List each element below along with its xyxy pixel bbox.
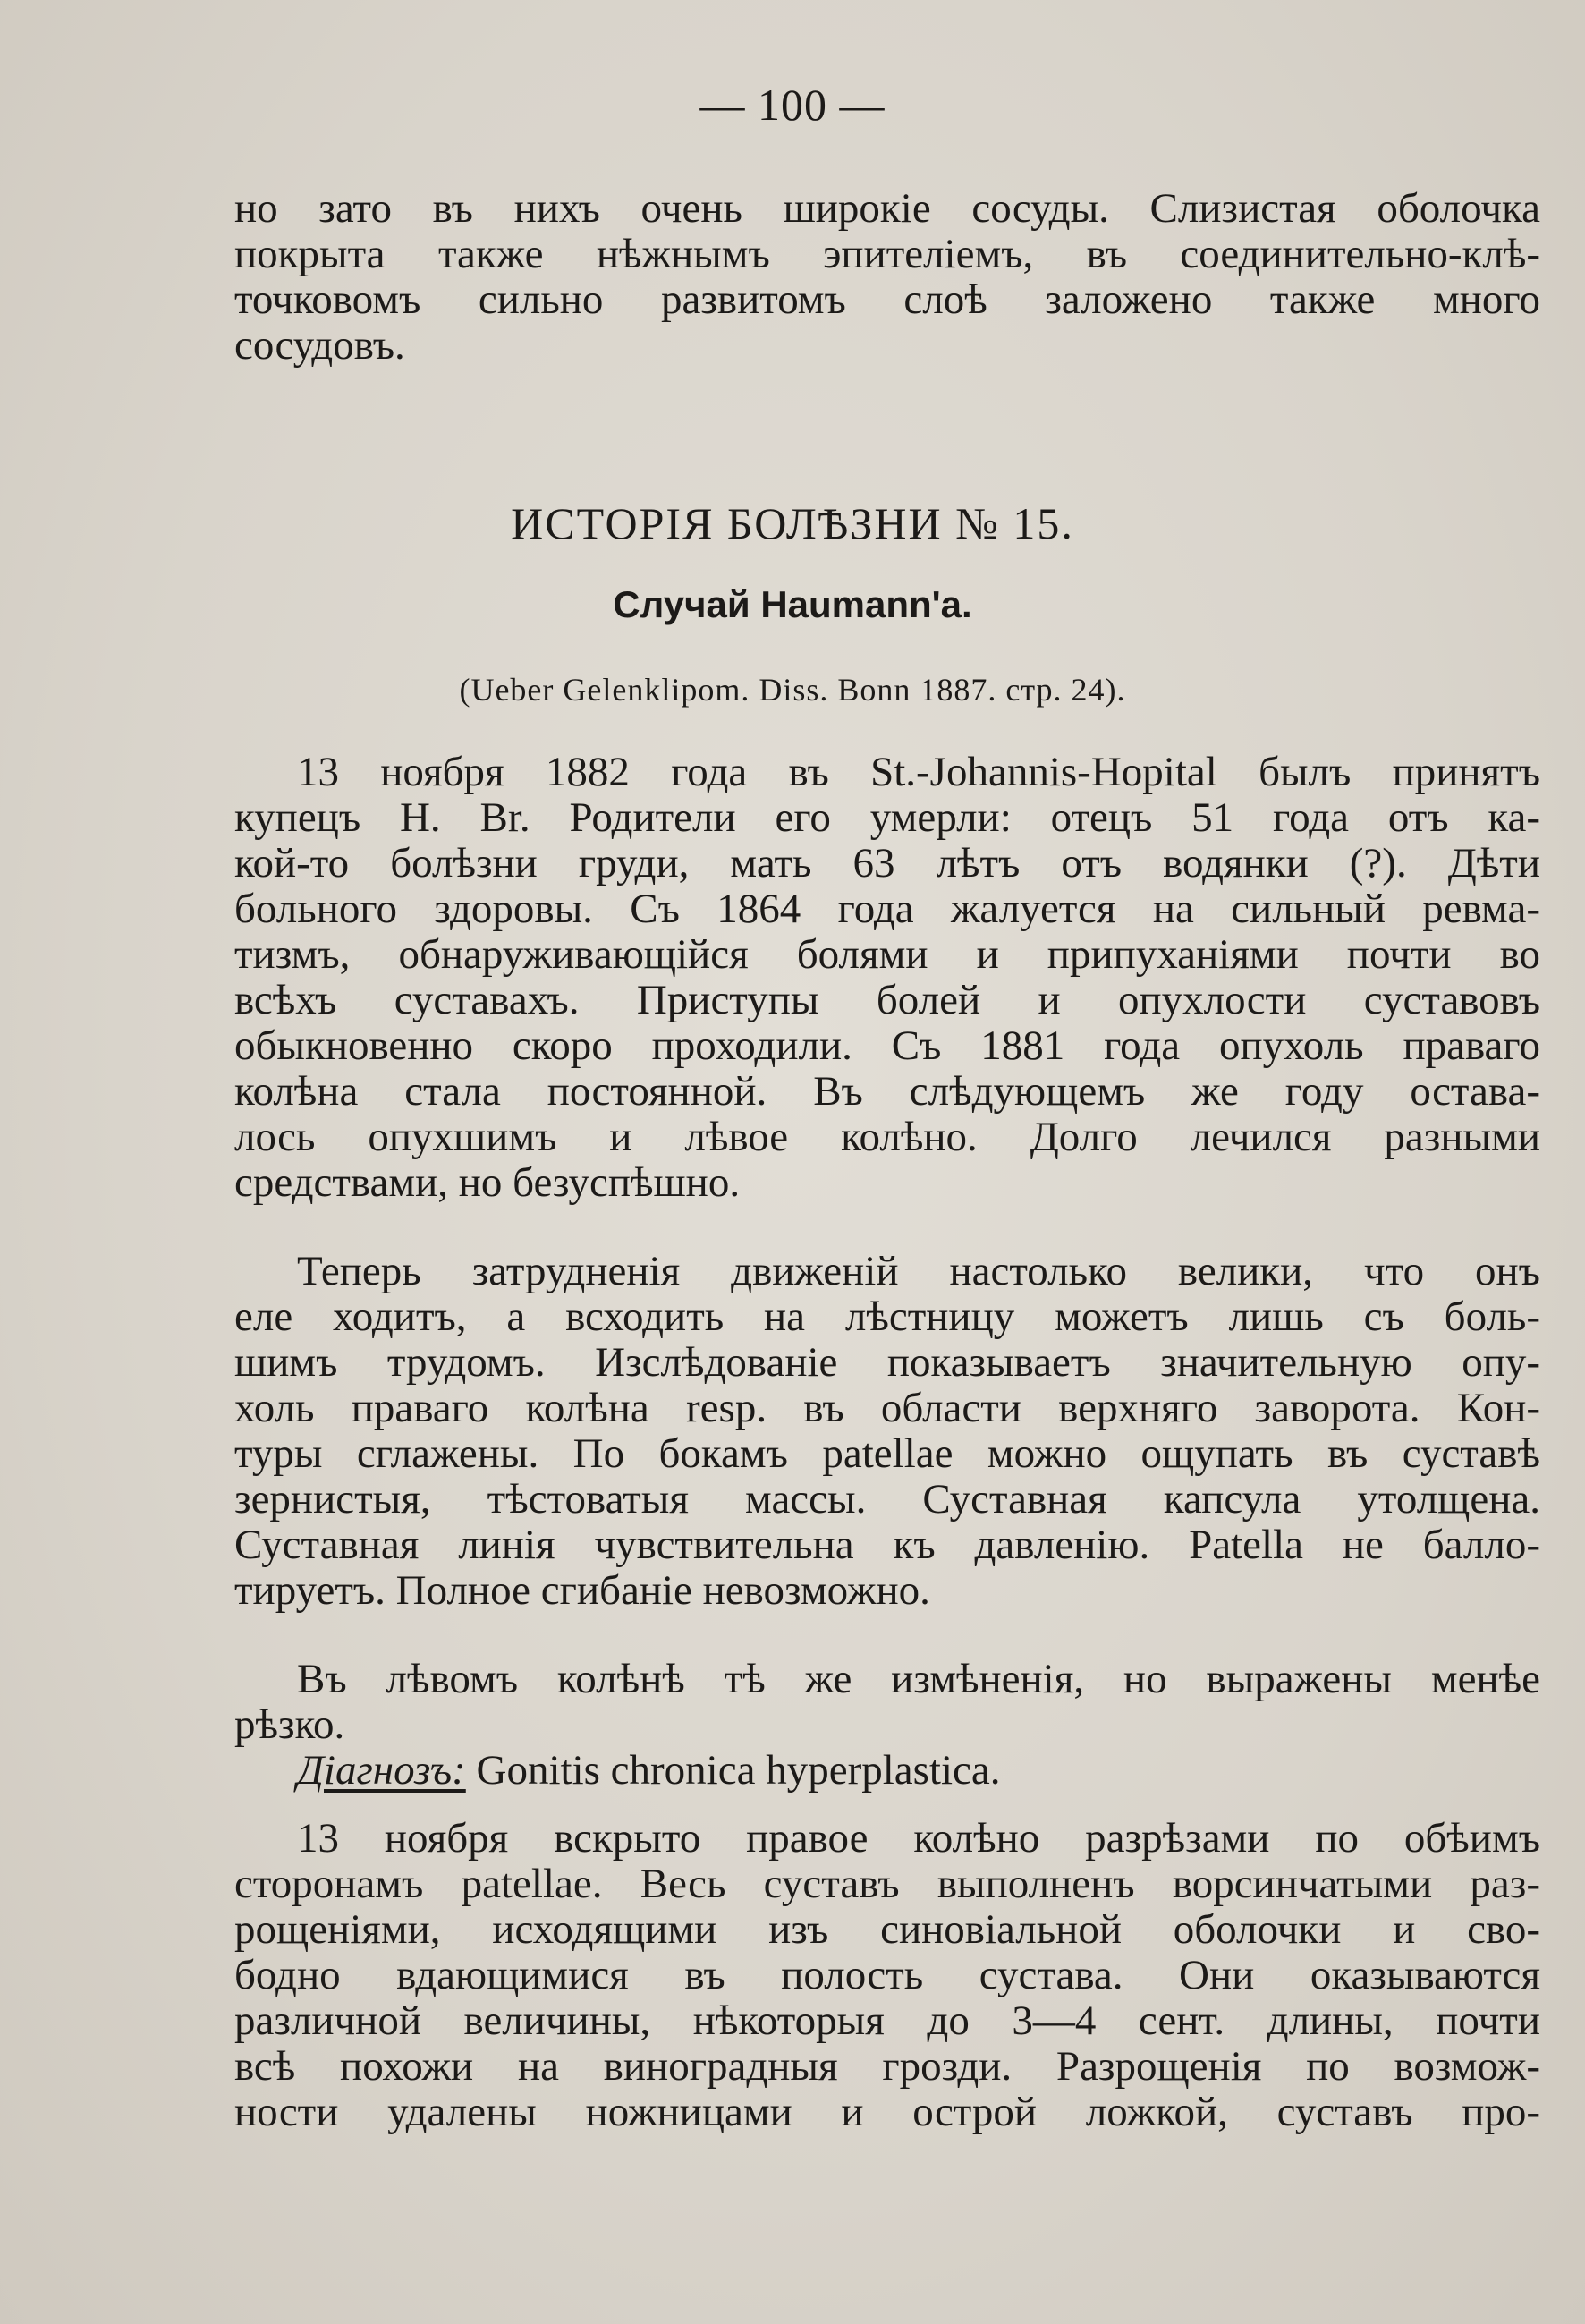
text-line: колѣна стала постоянной. Въ слѣдующемъ же году остава-: [234, 1068, 1540, 1115]
text-line: 13 ноября 1882 года въ St.-Johannis-Hopital былъ принятъ: [297, 749, 1540, 795]
source-citation: (Ueber Gelenklipom. Diss. Bonn 1887. стр. 24).: [459, 672, 1126, 708]
diagnosis-text: Gonitis chronica hyperplastica.: [476, 1747, 1001, 1794]
text-line: бодно вдающимися въ полость сустава. Они оказываются: [234, 1952, 1540, 1998]
text-line: различной величины, нѣкоторыя до 3—4 сент. длины, почти: [234, 1997, 1540, 2044]
text-line: купецъ Н. Br. Родители его умерли: отецъ 51 года отъ ка-: [234, 794, 1540, 841]
text-line: рощеніями, исходящими изъ синовіальной оболочки и сво-: [234, 1906, 1540, 1953]
text-line: тизмъ, обнаруживающійся болями и припуханіями почти во: [234, 931, 1540, 978]
text-line: туры сглажены. По бокамъ patellae можно ощупать въ суставѣ: [234, 1430, 1540, 1477]
text-line: средствами, но безуспѣшно.: [234, 1159, 741, 1206]
text-line: Суставная линія чувствительна къ давленію. Patella не балло-: [234, 1522, 1540, 1568]
case-history-title: ИСТОРІЯ БОЛѢЗНИ № 15.: [511, 498, 1074, 548]
text-line: лось опухшимъ и лѣвое колѣно. Долго лечился разными: [234, 1114, 1540, 1160]
text-line: ности удалены ножницами и острой ложкой, суставъ про-: [234, 2089, 1540, 2135]
text-line: зернистыя, тѣстоватыя массы. Суставная капсула утолщена.: [234, 1476, 1540, 1522]
paragraph-examination: [234, 1249, 1540, 1614]
text-line: тируетъ. Полное сгибаніе невозможно.: [234, 1567, 930, 1614]
case-subtitle: Случай Haumann'a.: [613, 583, 972, 625]
text-line: сосудовъ.: [234, 322, 405, 369]
paragraph-left-knee: [234, 1657, 1540, 1794]
paragraph-history: [234, 750, 1540, 1206]
text-line: Теперь затрудненія движеній настолько велики, что онъ: [297, 1248, 1540, 1294]
text-line: всѣ похожи на виноградныя грозди. Разрощенія по возмож-: [234, 2043, 1540, 2090]
diagnosis-label: Діагнозъ:: [297, 1747, 466, 1794]
intro-paragraph: [234, 186, 1540, 369]
page-number: — 100 —: [699, 80, 886, 130]
text-line: кой-то болѣзни груди, мать 63 лѣтъ отъ водянки (?). Дѣти: [234, 840, 1540, 886]
text-line: обыкновенно скоро проходили. Съ 1881 года опухоль праваго: [234, 1022, 1540, 1069]
text-line: Въ лѣвомъ колѣнѣ тѣ же измѣненія, но выражены менѣе: [297, 1656, 1540, 1702]
text-line: холь праваго колѣна resp. въ области верхняго заворота. Кон-: [234, 1385, 1540, 1431]
text-line: больного здоровы. Съ 1864 года жалуется на сильный ревма-: [234, 886, 1540, 932]
text-line: 13 ноября вскрыто правое колѣно разрѣзами по обѣимъ: [297, 1815, 1540, 1862]
paragraph-operation: [234, 1816, 1540, 2135]
text-line: сторонамъ patellae. Весь суставъ выполненъ ворсинчатыми раз-: [234, 1861, 1540, 1907]
diagnosis-line: [234, 1748, 1540, 1794]
text-line: покрыта также нѣжнымъ эпителіемъ, въ соединительно-клѣ-: [234, 231, 1540, 277]
text-line: всѣхъ суставахъ. Приступы болей и опухлости суставовъ: [234, 977, 1540, 1023]
text-line: еле ходитъ, а всходить на лѣстницу можетъ лишь съ боль-: [234, 1293, 1540, 1340]
text-line: точковомъ сильно развитомъ слоѣ заложено также много: [234, 276, 1540, 323]
text-line: но зато въ нихъ очень широкіе сосуды. Слизистая оболочка: [234, 185, 1540, 232]
text-line: шимъ трудомъ. Изслѣдованіе показываетъ значительную опу-: [234, 1339, 1540, 1386]
text-line: рѣзко.: [234, 1701, 345, 1748]
